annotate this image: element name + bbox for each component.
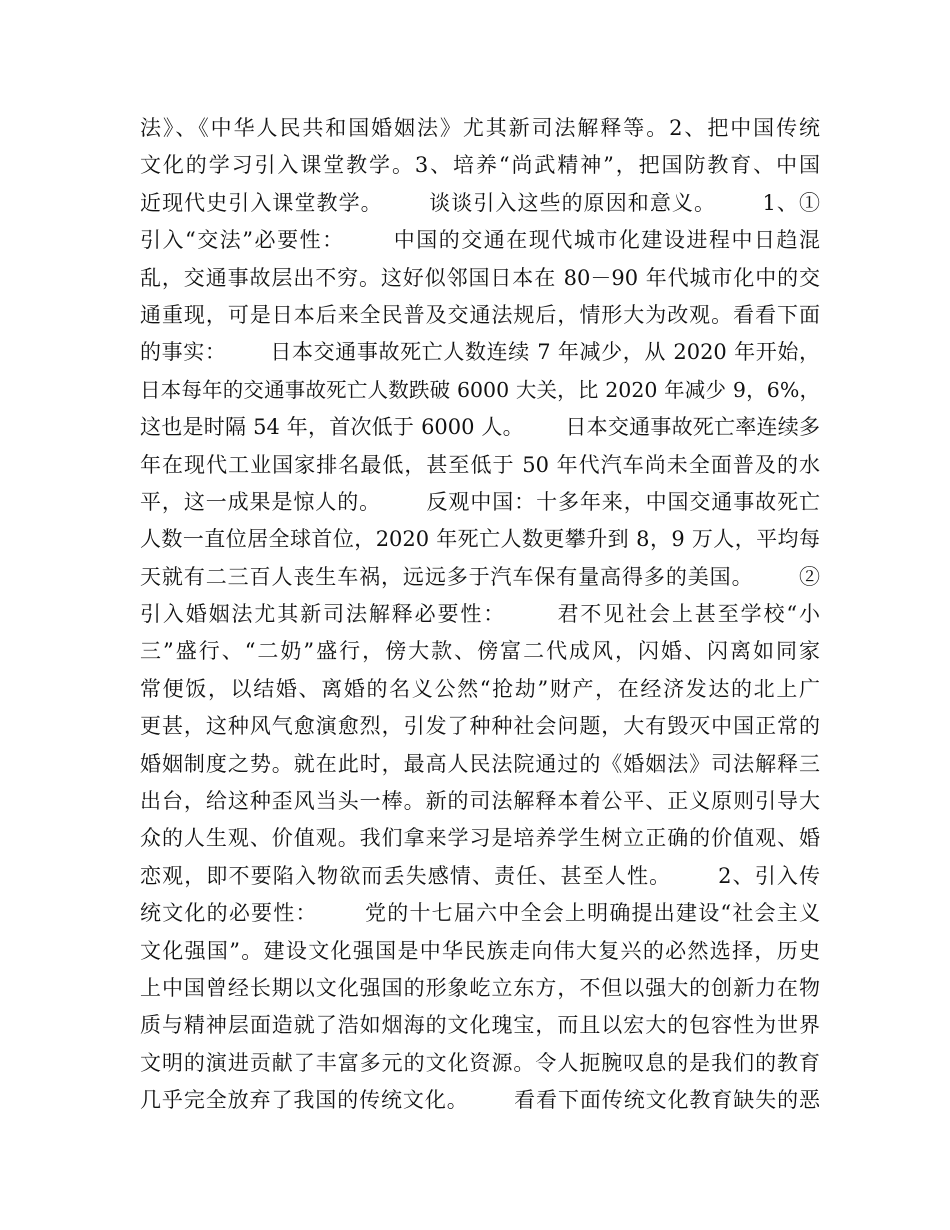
- text-line: 几乎完全放弃了我国的传统文化。 看看下面传统文化教育缺失的恶: [140, 1088, 820, 1113]
- text-line: 婚姻制度之势。就在此时，最高人民法院通过的《婚姻法》司法解释三: [140, 751, 820, 776]
- text-line: 法》、《中华人民共和国婚姻法》尤其新司法解释等。2、把中国传统: [140, 116, 820, 140]
- text-line: 文化强国”。建设文化强国是中华民族走向伟大复兴的必然选择，历史: [140, 938, 820, 963]
- body-text: [140, 110, 820, 1120]
- text-line: 质与精神层面造就了浩如烟海的文化瑰宝，而且以宏大的包容性为世界: [140, 1013, 820, 1038]
- text-line: 日本每年的交通事故死亡人数跌破 6000 大关，比 2020 年减少 9，6%，: [140, 377, 820, 402]
- text-line: 众的人生观、价值观。我们拿来学习是培养学生树立正确的价值观、婚: [140, 826, 820, 851]
- text-line: 平，这一成果是惊人的。 反观中国：十多年来，中国交通事故死亡: [140, 489, 820, 514]
- text-line: 人数一直位居全球首位，2020 年死亡人数更攀升到 8，9 万人，平均每: [140, 527, 820, 552]
- text-line: 常便饭，以结婚、离婚的名义公然“抢劫”财产，在经济发达的北上广: [140, 676, 820, 701]
- text-line: 天就有二三百人丧生车祸，远远多于汽车保有量高得多的美国。 ②: [140, 564, 820, 589]
- text-line: 近现代史引入课堂教学。 谈谈引入这些的原因和意义。 1、①: [140, 190, 820, 215]
- text-line: 年在现代工业国家排名最低，甚至低于 50 年代汽车尚未全面普及的水: [140, 452, 820, 477]
- text-line: 通重现，可是日本后来全民普及交通法规后，情形大为改观。看看下面: [140, 302, 820, 327]
- text-line: 文化的学习引入课堂教学。3、培养“尚武精神”，把国防教育、中国: [140, 153, 820, 178]
- text-line: 更甚，这种风气愈演愈烈，引发了种种社会问题，大有毁灭中国正常的: [140, 714, 820, 739]
- text-line: 三”盛行、“二奶”盛行，傍大款、傍富二代成风，闪婚、闪离如同家: [140, 639, 820, 664]
- text-line: 出台，给这种歪风当头一棒。新的司法解释本着公平、正义原则引导大: [140, 789, 820, 814]
- text-line: 的事实： 日本交通事故死亡人数连续 7 年减少，从 2020 年开始，: [140, 340, 820, 365]
- text-line: 恋观，即不要陷入物欲而丢失感情、责任、甚至人性。 2、引入传: [140, 863, 820, 888]
- text-line: 引入婚姻法尤其新司法解释必要性： 君不见社会上甚至学校“小: [140, 602, 820, 627]
- text-line: 这也是时隔 54 年，首次低于 6000 人。 日本交通事故死亡率连续多: [140, 415, 820, 440]
- text-line: 上中国曾经长期以文化强国的形象屹立东方，不但以强大的创新力在物: [140, 975, 820, 1000]
- text-line: 引入“交法”必要性： 中国的交通在现代城市化建设进程中日趋混: [140, 228, 820, 253]
- text-line: 文明的演进贡献了丰富多元的文化资源。令人扼腕叹息的是我们的教育: [140, 1050, 820, 1075]
- text-line: 统文化的必要性： 党的十七届六中全会上明确提出建设“社会主义: [140, 901, 820, 926]
- text-line: 乱，交通事故层出不穷。这好似邻国日本在 80－90 年代城市化中的交: [140, 265, 820, 290]
